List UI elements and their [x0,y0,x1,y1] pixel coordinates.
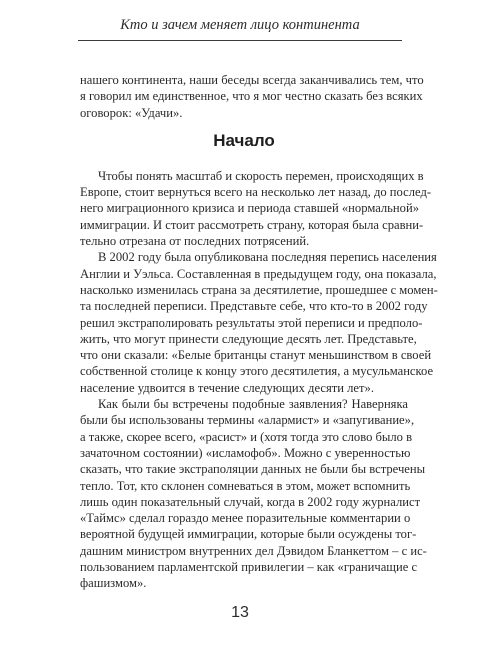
text-line: Чтобы понять масштаб и скорость перемен, происходящих в [98,168,424,183]
text-line: сказать, что такие экстраполяции данных не были бы встречены [80,462,426,477]
body-text [80,72,438,592]
text-line: вероятной будущей иммиграции, которые были осуждены тог- [80,527,417,542]
text-line: собственной столице к концу этого десятилетия, а мусульманское [80,364,434,379]
running-header: Кто и зачем меняет лицо континента [78,14,402,41]
text-line: решил экстраполировать результаты этой переписи и предполо- [80,315,423,330]
text-line: жить, что могут принести следующие десять лет. Представьте, [80,331,417,346]
text-line: оговорок: «Удачи». [80,105,183,120]
paragraph [80,396,427,592]
text-line: та последней переписи. Представьте себе, что кто-то в 2002 году [80,299,428,314]
text-line: нашего континента, наши беседы всегда заканчивались тем, что [80,73,424,87]
text-line: иммиграции. И стоит рассмотреть страну, которая была сравни- [80,217,424,232]
section-heading: Начало [213,130,275,150]
text-line: него миграционного кризиса и периода ставшей «нормальной» [80,201,420,216]
text-line: насколько изменилась страна за десятилетие, прошедшее с момен- [80,282,438,297]
text-line: были бы использованы термины «алармист» и «запугивание», [80,413,415,428]
text-line: «Таймс» сделал гораздо менее поразительные комментарии о [80,511,411,526]
text-line: Англии и Уэльса. Составленная в предыдущем году, она показала, [80,266,437,281]
text-line: я говорил им единственное, что я мог честно сказать без всяких [80,89,423,104]
intro-paragraph [80,72,424,121]
page-number: 13 [231,604,249,621]
text-line: пользованием парламентской привилегии – как «граничащие с [80,560,418,575]
text-line: тепло. Тот, кто склонен сомневаться в этом, может вспомнить [80,478,411,493]
text-line: В 2002 году была опубликована последняя перепись населения [98,250,437,265]
text-line: Европе, стоит вернуться всего на несколько лет назад, до послед- [80,185,432,200]
paragraph [80,168,432,249]
text-line: население удвоится в течение следующих десяти лет». [80,380,374,395]
text-line: дашним министром внутренних дел Дэвидом Бланкеттом – с ис- [80,543,427,558]
text-line: фашизмом». [80,576,147,591]
text-line: тельно отрезана от последних потрясений. [80,234,310,249]
text-line: зачаточном состоянии) «исламофоб». Можно с уверенностью [80,445,411,460]
text-line: а также, скорее всего, «расист» и (хотя тогда это слово было в [80,429,413,444]
text-line: лишь один показательный случай, когда в 2002 году журналист [80,494,421,509]
paragraph [80,249,438,396]
text-line: Как были бы встречены подобные заявления? Наверняка [98,397,408,412]
text-line: что они сказали: «Белые британцы станут меньшинством в своей [80,348,432,363]
